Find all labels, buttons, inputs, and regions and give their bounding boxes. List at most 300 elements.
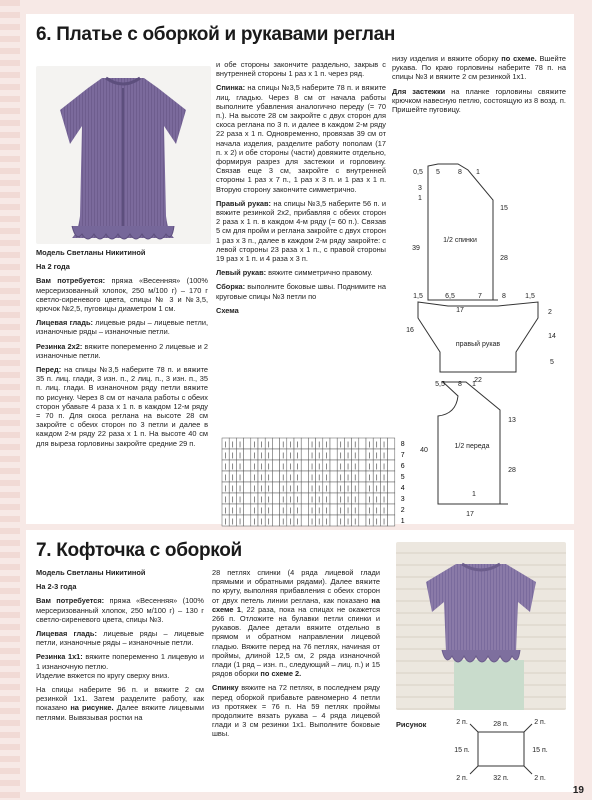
continuation: и обе стороны закончите раздельно, закрыв с внутренней стороны 1 раз х 1 п. через ряд. bbox=[216, 60, 386, 79]
chart-stitch-symbol: | bbox=[347, 442, 349, 448]
chart-cell bbox=[301, 482, 308, 493]
chart-cell bbox=[330, 493, 337, 504]
chart-stitch-symbol: | bbox=[311, 475, 313, 481]
chart-stitch-symbol: | bbox=[311, 486, 313, 492]
back-dim-top-3: 8 bbox=[458, 169, 462, 176]
chart-stitch-symbol: | bbox=[282, 497, 284, 503]
chart-stitch-symbol: | bbox=[311, 464, 313, 470]
chart-stitch-symbol: | bbox=[311, 519, 313, 525]
chart-cell bbox=[244, 460, 251, 471]
chart-stitch-symbol: | bbox=[376, 497, 378, 503]
chart-stitch-symbol: | bbox=[296, 464, 299, 470]
chart-stitch-symbol: | bbox=[224, 508, 227, 514]
chart-cell bbox=[301, 504, 308, 515]
chart-row-label: 3 bbox=[400, 496, 405, 503]
chart-cell bbox=[359, 449, 366, 460]
chart-stitch-symbol: | bbox=[318, 519, 320, 525]
back-text-2: вяжите на 72 петлях, в последнем ряду перед оборкой прибавьте равномерно 4 петли из протяжек = 76 п. На 59 петлях проймы продолжите вязать рукава – 4 ряда лицевой глади и 3 см резинки 1х1. Выполните боковые швы. bbox=[212, 683, 380, 739]
chart-stitch-symbol: | bbox=[311, 508, 313, 514]
chart-stitch-symbol: | bbox=[383, 442, 385, 448]
front-dim-6: 28 bbox=[508, 467, 516, 474]
chart-stitch-symbol: | bbox=[282, 519, 284, 525]
chart-cell bbox=[301, 515, 308, 526]
chart-stitch-symbol: | bbox=[376, 453, 378, 459]
chart-stitch-symbol: | bbox=[354, 508, 356, 514]
sleeve-dim-2: 6,5 bbox=[445, 293, 455, 300]
chart-stitch-symbol: | bbox=[282, 442, 284, 448]
materials-text-2: пряжа «Весенняя» (100% мерсеризованный хлопок, 250 м/100 г) – 130 г светло-сиреневого цвета, спицы №3. bbox=[36, 596, 204, 624]
chart-cell bbox=[330, 449, 337, 460]
figure-bottom: 32 п. bbox=[493, 775, 509, 782]
right-sleeve-text: на спицы №3,5 наберите 56 п. и вяжите резинкой 2х2, прибавляя с обеих сторон 2 раза х 1 п. в каждом 4-м ряду (= 60 п.). Связав 5 см для пройм и реглана закройте с двух сторон 1 раз х 3 п., далее в каждом 2-м ряду закройте: с левой стороны 23 раза х 1 п., с правой стороны 19 раз х 1 п. и 4 раза х 3 п. bbox=[216, 198, 386, 264]
chart-stitch-symbol: | bbox=[268, 464, 270, 470]
chart-row-label: 2 bbox=[400, 507, 405, 514]
chart-stitch-symbol: | bbox=[232, 442, 234, 448]
sleeve-dim-9: 5 bbox=[550, 359, 554, 366]
back bbox=[216, 83, 386, 193]
chart-cell bbox=[330, 504, 337, 515]
figure-left: 15 п. bbox=[454, 747, 470, 754]
chart-stitch-symbol: | bbox=[318, 453, 320, 459]
sleeve-dim-8: 14 bbox=[548, 333, 556, 340]
chart-stitch-symbol: | bbox=[354, 453, 356, 459]
chart-stitch-symbol: | bbox=[325, 486, 328, 492]
sleeve-dim-6: 2 bbox=[548, 309, 552, 316]
chart-stitch-symbol: | bbox=[282, 464, 284, 470]
chart-stitch-symbol: | bbox=[239, 464, 241, 470]
chart-stitch-symbol: | bbox=[224, 464, 227, 470]
chart-stitch-symbol: | bbox=[239, 453, 241, 459]
chart-stitch-symbol: | bbox=[253, 508, 256, 514]
figure-label: Рисунок bbox=[396, 720, 427, 729]
rib-label-2: Резинка 1х1: bbox=[36, 652, 83, 662]
chart-stitch-symbol: | bbox=[325, 442, 328, 448]
rib-label: Резинка 2х2: bbox=[36, 341, 83, 351]
chart-grid bbox=[222, 438, 395, 526]
chart-stitch-symbol: | bbox=[354, 442, 356, 448]
sleeve-piece-label: правый рукав bbox=[455, 341, 501, 348]
stockinette-label-2: Лицевая гладь: bbox=[36, 629, 97, 639]
chart-cell bbox=[244, 471, 251, 482]
age: На 2 года bbox=[36, 262, 70, 272]
chart-cell bbox=[272, 449, 279, 460]
chart-cell bbox=[272, 482, 279, 493]
chart-stitch-symbol: | bbox=[268, 508, 270, 514]
chart-stitch-symbol: | bbox=[376, 519, 378, 525]
back-dim-39: 39 bbox=[412, 245, 420, 252]
yoke bbox=[212, 568, 380, 678]
left-sleeve bbox=[216, 268, 386, 277]
frill-instructions bbox=[392, 54, 566, 82]
back-dim-3: 3 bbox=[418, 185, 422, 192]
frill-continuation: Вшейте рукава. По краю горловины наберите 78 п. на спицы №3 и вяжите 2 см резинкой 1х1. bbox=[392, 54, 566, 82]
front-text: на спицы №3,5 наберите 78 п. и вяжите 35 п. лиц. глади, 3 изн. п., 2 лиц. п., 3 изн. п., 35 п. лиц. глади. В изнаночном ряду петли вяжите по рисунку. Через 8 см от начала работы с обеих сторон убавьте 4 раза х 1 п. в каждом 12-м ряду = 70 п. Для скоса реглана на высоте 28 см закройте с обеих сторон по 3 петли и далее в каждом 2-м ряду 22 раза х 1 п. На высоте 40 см для выреза горловины закройте средние 29 п. bbox=[36, 365, 208, 448]
chart-stitch-symbol: | bbox=[376, 464, 378, 470]
chart-stitch-symbol: | bbox=[340, 442, 342, 448]
chart-row-label: 8 bbox=[400, 441, 405, 448]
chart-stitch-symbol: | bbox=[282, 475, 284, 481]
chart-stitch-symbol: | bbox=[347, 464, 349, 470]
chart-cell bbox=[359, 493, 366, 504]
stockinette-2 bbox=[36, 629, 204, 647]
yoke-continuation: , 22 раза, пока на спицах не окажется 266 п. Отложите на булавки петли спинки и рукавов. Далее детали вяжите отдельно в прямом и обратном направлении лицевой гладью. Вяжите перед на 76 петлях, начиная от проймы, длиной 12,5 см, 2 ряда изнаночной глади (1 ряд – изн. п., следующий – лиц. п.) и 15 рядов оборки bbox=[212, 604, 380, 679]
chart-stitch-symbol: | bbox=[260, 486, 263, 492]
back-text: на спицы №3,5 наберите 78 п. и вяжите лиц. гладью. Через 8 см от начала работы выполните убавления аналогично переду (= 70 п.). На высоте 28 см закройте с двух сторон для скоса реглана по 3 п. и далее в каждом 2-м ряду 22 раза х 1 п. Одновременно, провязав 39 см от начала изделия, разделите работу пополам (17 п. х 2) и обе стороны (части) довяжите отдельно, формируя разрез для застежки и горловину. Связав еще 3 см, закройте с внутренней стороны 1 раз х 7 п., 1 раз х 3 п. и 1 раз х 1 п. Вторую сторону закончите симметрично. bbox=[216, 83, 386, 194]
chart-stitch-symbol: | bbox=[383, 464, 385, 470]
chart-stitch-symbol: | bbox=[354, 519, 356, 525]
section-top bbox=[26, 530, 574, 792]
chart-stitch-symbol: | bbox=[340, 519, 342, 525]
model-author-2: Модель Светланы Никитиной bbox=[36, 568, 146, 577]
chart-row-label: 6 bbox=[400, 463, 405, 470]
chart-cell bbox=[359, 482, 366, 493]
chart-stitch-symbol: | bbox=[383, 497, 385, 503]
front-dim-width: 17 bbox=[466, 511, 474, 518]
chart-stitch-symbol: | bbox=[268, 453, 270, 459]
yoke-text: 28 петлях спинки (4 ряда лицевой глади прямыми и обратными рядами). Далее вяжите по кругу, выполняя прибавления с обеих сторон от двух петель линии реглана, как показано bbox=[212, 568, 380, 605]
chart-stitch-symbol: | bbox=[325, 497, 328, 503]
chart-stitch-symbol: | bbox=[325, 453, 328, 459]
chart-stitch-symbol: | bbox=[354, 497, 356, 503]
chart-stitch-symbol: | bbox=[289, 497, 292, 503]
materials bbox=[36, 276, 208, 313]
frill-scheme-ref: по схеме. bbox=[501, 54, 537, 63]
left-sleeve-text: вяжите симметрично правому. bbox=[268, 268, 373, 278]
fastener-label: Для застежки bbox=[392, 86, 446, 96]
chart-stitch-symbol: | bbox=[318, 497, 320, 503]
chart-stitch-symbol: | bbox=[376, 508, 378, 514]
chart-stitch-symbol: | bbox=[340, 453, 342, 459]
figure-top: 28 п. bbox=[493, 721, 509, 728]
chart-cell bbox=[359, 438, 366, 449]
frill-text: низу изделия и вяжите оборку bbox=[392, 54, 499, 63]
chart-stitch-symbol: | bbox=[311, 442, 313, 448]
chart-stitch-symbol: | bbox=[253, 464, 256, 470]
chart-stitch-symbol: | bbox=[311, 453, 313, 459]
chart-stitch-symbol: | bbox=[318, 475, 320, 481]
figure-corner-tl: 2 п. bbox=[456, 719, 468, 726]
sleeve-dim-3: 7 bbox=[478, 293, 482, 300]
back-label: Спинка: bbox=[216, 83, 246, 93]
cast-on-continuation: Далее вяжите лицевыми петлями. Вывязывая ростки на bbox=[36, 703, 205, 722]
chart-row-label: 4 bbox=[400, 485, 405, 492]
chart-cell bbox=[244, 438, 251, 449]
chart-stitch-symbol: | bbox=[289, 475, 292, 481]
front bbox=[36, 365, 208, 448]
chart-stitch-symbol: | bbox=[232, 464, 234, 470]
chart-stitch-symbol: | bbox=[282, 508, 284, 514]
chart-stitch-symbol: | bbox=[376, 475, 378, 481]
chart-stitch-symbol: | bbox=[368, 464, 371, 470]
stockinette bbox=[36, 318, 208, 336]
chart-cell bbox=[272, 438, 279, 449]
chart-stitch-symbol: | bbox=[340, 497, 342, 503]
chart-stitch-symbol: | bbox=[296, 475, 299, 481]
front-dim-1: 5,5 bbox=[435, 381, 445, 388]
section-dress bbox=[26, 14, 574, 524]
sleeve-pattern-diagram bbox=[388, 292, 568, 384]
stockinette-text: лицевые ряды – лицевые петли, изнаночные ряды – изнаночные петли. bbox=[36, 318, 208, 337]
chart-stitch-symbol: | bbox=[224, 519, 227, 525]
chart-stitch-symbol: | bbox=[232, 508, 234, 514]
scheme2-ref: по схеме 2. bbox=[260, 669, 302, 679]
cast-on bbox=[36, 685, 204, 722]
section-title-2: 7. Кофточка с оборкой bbox=[36, 540, 242, 561]
chart-stitch-symbol: | bbox=[260, 475, 263, 481]
front-dim-4: 13 bbox=[508, 417, 516, 424]
chart-stitch-symbol: | bbox=[268, 486, 270, 492]
dress-column-2 bbox=[216, 60, 386, 320]
chart-stitch-symbol: | bbox=[354, 464, 356, 470]
chart-cell bbox=[244, 515, 251, 526]
chart-stitch-symbol: | bbox=[232, 519, 234, 525]
sleeve-dim-width: 22 bbox=[474, 377, 482, 384]
chart-cell bbox=[359, 471, 366, 482]
chart-row-label: 7 bbox=[400, 452, 405, 459]
front-dim-3: 1 bbox=[472, 381, 476, 388]
chart-stitch-symbol: | bbox=[260, 508, 263, 514]
materials-label-2: Вам потребуется: bbox=[36, 596, 105, 606]
chart-stitch-symbol: | bbox=[239, 497, 241, 503]
stockinette-label: Лицевая гладь: bbox=[36, 318, 93, 328]
chart-stitch-symbol: | bbox=[318, 486, 320, 492]
chart-stitch-symbol: | bbox=[354, 486, 356, 492]
chart-cell bbox=[330, 438, 337, 449]
dress-column-1 bbox=[36, 248, 208, 453]
chart-stitch-symbol: | bbox=[318, 508, 320, 514]
back-dim-top-4: 1 bbox=[476, 169, 480, 176]
chart-stitch-symbol: | bbox=[253, 486, 256, 492]
chart-stitch-symbol: | bbox=[289, 464, 292, 470]
back-dim-28: 28 bbox=[500, 255, 508, 262]
chart-stitch-symbol: | bbox=[368, 442, 371, 448]
chart-cell bbox=[330, 482, 337, 493]
front-piece-label: 1/2 переда bbox=[454, 443, 490, 450]
decorative-border bbox=[0, 0, 20, 800]
chart-stitch-symbol: | bbox=[282, 486, 284, 492]
chart-stitch-symbol: | bbox=[253, 453, 256, 459]
chart-stitch-symbol: | bbox=[383, 486, 385, 492]
dress-photo bbox=[36, 66, 211, 244]
chart-stitch-symbol: | bbox=[253, 475, 256, 481]
chart-stitch-symbol: | bbox=[368, 453, 371, 459]
chart-stitch-symbol: | bbox=[296, 453, 299, 459]
chart-cell bbox=[359, 504, 366, 515]
chart-stitch-symbol: | bbox=[383, 475, 385, 481]
chart-cell bbox=[330, 460, 337, 471]
assembly-label: Сборка: bbox=[216, 282, 246, 292]
chart-stitch-symbol: | bbox=[239, 508, 241, 514]
stitch-chart bbox=[214, 436, 414, 532]
top-column-2 bbox=[212, 568, 380, 744]
chart-cell bbox=[244, 449, 251, 460]
chart-stitch-symbol: | bbox=[232, 453, 234, 459]
chart-cell bbox=[301, 471, 308, 482]
fastener-text: на планке горловины свяжите крючком навесную петлю, состоящую из 8 возд. п. Пришейте пуговицу. bbox=[392, 86, 566, 115]
chart-cell bbox=[359, 460, 366, 471]
front-pattern-diagram bbox=[388, 376, 568, 522]
chart-row-label: 5 bbox=[400, 474, 405, 481]
chart-stitch-symbol: | bbox=[383, 453, 385, 459]
chart-cell bbox=[301, 460, 308, 471]
chart-stitch-symbol: | bbox=[368, 475, 371, 481]
scheme1-ref: на схеме 1 bbox=[212, 595, 380, 614]
front-dim-5: 40 bbox=[420, 447, 428, 454]
materials-2 bbox=[36, 596, 204, 624]
chart-stitch-symbol: | bbox=[289, 508, 292, 514]
chart-stitch-symbol: | bbox=[347, 475, 349, 481]
chart-stitch-symbol: | bbox=[340, 508, 342, 514]
left-sleeve-label: Левый рукав: bbox=[216, 268, 267, 278]
chart-stitch-symbol: | bbox=[296, 519, 299, 525]
chart-cell bbox=[272, 504, 279, 515]
front-label: Перед: bbox=[36, 365, 62, 375]
chart-stitch-symbol: | bbox=[260, 453, 263, 459]
chart-stitch-symbol: | bbox=[232, 486, 234, 492]
front-dim-7: 1 bbox=[472, 491, 476, 498]
sleeve-dim-5: 1,5 bbox=[525, 293, 535, 300]
materials-text: пряжа «Весенняя» (100% мерсеризованный хлопок, 250 м/100 г) – 170 г светло-сиреневого цвета, спицы № 3 и №3,5, крючок №2,5, пуговицы диаметром 1 см. bbox=[36, 276, 208, 314]
chart-cell bbox=[359, 515, 366, 526]
chart-stitch-symbol: | bbox=[260, 442, 263, 448]
chart-stitch-symbol: | bbox=[368, 519, 371, 525]
chart-cell bbox=[330, 471, 337, 482]
back-dim-top-2: 5 bbox=[436, 169, 440, 176]
materials-label: Вам потребуется: bbox=[36, 276, 106, 286]
chart-stitch-symbol: | bbox=[318, 464, 320, 470]
rib bbox=[36, 342, 208, 360]
chart-stitch-symbol: | bbox=[268, 519, 270, 525]
chart-stitch-symbol: | bbox=[296, 442, 299, 448]
chart-stitch-symbol: | bbox=[224, 486, 227, 492]
chart-cell bbox=[301, 493, 308, 504]
rib-text: вяжите попеременно 2 лицевые и 2 изнаночные петли. bbox=[36, 341, 208, 360]
figure-corner-bl: 2 п. bbox=[456, 775, 468, 782]
chart-stitch-symbol: | bbox=[347, 497, 349, 503]
chart-cell bbox=[244, 493, 251, 504]
round-note: Изделие вяжется по кругу сверху вниз. bbox=[36, 670, 170, 680]
chart-stitch-symbol: | bbox=[347, 486, 349, 492]
front-dim-2: 8 bbox=[458, 381, 462, 388]
chart-stitch-symbol: | bbox=[340, 486, 342, 492]
chart-stitch-symbol: | bbox=[318, 442, 320, 448]
chart-stitch-symbol: | bbox=[325, 475, 328, 481]
chart-stitch-symbol: | bbox=[347, 519, 349, 525]
chart-cell bbox=[272, 515, 279, 526]
back-dim-top-1: 0,5 bbox=[413, 169, 423, 176]
chart-cell bbox=[272, 471, 279, 482]
back-dim-1: 1 bbox=[418, 195, 422, 202]
section-title: 6. Платье с оборкой и рукавами реглан bbox=[36, 24, 396, 45]
back-dim-width: 17 bbox=[456, 307, 464, 314]
age-2: На 2-3 года bbox=[36, 582, 77, 592]
chart-stitch-symbol: | bbox=[368, 497, 371, 503]
dress-column-3 bbox=[392, 54, 566, 119]
chart-stitch-symbol: | bbox=[289, 442, 292, 448]
back-piece-label: 1/2 спинки bbox=[443, 237, 477, 244]
chart-cell bbox=[244, 482, 251, 493]
chart-stitch-symbol: | bbox=[347, 508, 349, 514]
chart-stitch-symbol: | bbox=[224, 453, 227, 459]
chart-stitch-symbol: | bbox=[325, 464, 328, 470]
rib-2 bbox=[36, 652, 204, 670]
chart-cell bbox=[301, 449, 308, 460]
chart-stitch-symbol: | bbox=[268, 497, 270, 503]
chart-stitch-symbol: | bbox=[232, 497, 234, 503]
chart-stitch-symbol: | bbox=[296, 486, 299, 492]
chart-stitch-symbol: | bbox=[260, 464, 263, 470]
right-sleeve-label: Правый рукав: bbox=[216, 198, 272, 208]
chart-stitch-symbol: | bbox=[325, 519, 328, 525]
page-number: 19 bbox=[572, 785, 584, 796]
model-author: Модель Светланы Никитиной bbox=[36, 248, 146, 257]
chart-stitch-symbol: | bbox=[296, 497, 299, 503]
chart-row-label: 1 bbox=[400, 518, 405, 525]
chart-cell bbox=[272, 493, 279, 504]
assembly bbox=[216, 282, 386, 300]
chart-stitch-symbol: | bbox=[296, 508, 299, 514]
fastener bbox=[392, 87, 566, 115]
right-sleeve bbox=[216, 199, 386, 263]
sleeve-dim-1: 1,5 bbox=[413, 293, 423, 300]
figure-corner-tr: 2 п. bbox=[534, 719, 546, 726]
back-label-2: Спинку bbox=[212, 683, 239, 693]
chart-stitch-symbol: | bbox=[239, 519, 241, 525]
scheme-label: Схема bbox=[216, 305, 239, 315]
chart-stitch-symbol: | bbox=[224, 497, 227, 503]
chart-stitch-symbol: | bbox=[239, 486, 241, 492]
chart-stitch-symbol: | bbox=[253, 497, 256, 503]
chart-stitch-symbol: | bbox=[232, 475, 234, 481]
chart-stitch-symbol: | bbox=[253, 519, 256, 525]
raglan-figure bbox=[434, 714, 570, 790]
figure-ref: на рисунке. bbox=[70, 703, 114, 713]
assembly-text: выполните боковые швы. Поднимите на круговые спицы №3 петли по bbox=[216, 282, 386, 301]
chart-stitch-symbol: | bbox=[368, 508, 371, 514]
chart-stitch-symbol: | bbox=[260, 519, 263, 525]
chart-stitch-symbol: | bbox=[289, 519, 292, 525]
chart-cell bbox=[244, 504, 251, 515]
sleeve-dim-4: 8 bbox=[502, 293, 506, 300]
chart-stitch-symbol: | bbox=[239, 475, 241, 481]
chart-stitch-symbol: | bbox=[289, 453, 292, 459]
figure-right: 15 п. bbox=[532, 747, 548, 754]
chart-stitch-symbol: | bbox=[224, 475, 227, 481]
chart-stitch-symbol: | bbox=[383, 508, 385, 514]
cast-on-text: На спицы наберите 96 п. и вяжите 2 см резинкой 1х1. Затем разделите работу, как показано bbox=[36, 685, 204, 713]
chart-stitch-symbol: | bbox=[376, 486, 378, 492]
chart-cell bbox=[272, 460, 279, 471]
chart-stitch-symbol: | bbox=[325, 508, 328, 514]
chart-stitch-symbol: | bbox=[311, 497, 313, 503]
chart-stitch-symbol: | bbox=[289, 486, 292, 492]
sleeve-dim-7: 16 bbox=[406, 327, 414, 334]
chart-stitch-symbol: | bbox=[253, 442, 256, 448]
chart-cell bbox=[301, 438, 308, 449]
chart-stitch-symbol: | bbox=[282, 453, 284, 459]
chart-cell bbox=[330, 515, 337, 526]
chart-stitch-symbol: | bbox=[354, 475, 356, 481]
chart-stitch-symbol: | bbox=[340, 475, 342, 481]
chart-stitch-symbol: | bbox=[268, 475, 270, 481]
chart-stitch-symbol: | bbox=[383, 519, 385, 525]
back-2 bbox=[212, 683, 380, 738]
chart-stitch-symbol: | bbox=[340, 464, 342, 470]
chart-stitch-symbol: | bbox=[239, 442, 241, 448]
chart-stitch-symbol: | bbox=[376, 442, 378, 448]
chart-stitch-symbol: | bbox=[268, 442, 270, 448]
chart-stitch-symbol: | bbox=[347, 453, 349, 459]
